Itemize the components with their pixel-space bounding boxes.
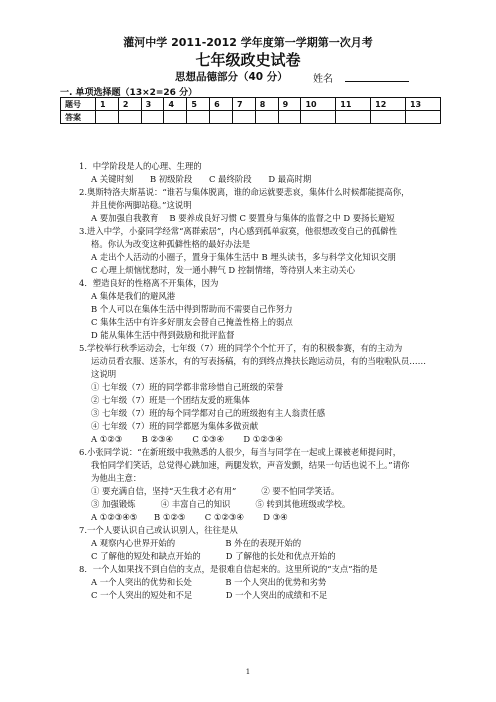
question-number-cell: 11	[336, 98, 371, 111]
question-number-cell: 4	[164, 98, 187, 111]
question-stem-continued: 我怕同学们笑话，总觉得心跳加速，两腿发软，声音发颤，结果一句话也说不上。”请你	[91, 460, 410, 470]
answer-cell[interactable]	[232, 111, 255, 124]
question-number-cell: 3	[141, 98, 164, 111]
page-number: 1	[245, 668, 251, 676]
answer-cell[interactable]	[187, 111, 210, 124]
row-label-answer: 答案	[61, 111, 96, 124]
statement-item: ② 七年级（7）班是一个团结友爱的班集体	[91, 395, 250, 405]
question-number-cell: 1	[96, 98, 119, 111]
option-line: C 了解他的短处和缺点开始的 D 了解他的长处和优点开始的	[91, 551, 336, 561]
question-number-cell: 9	[278, 98, 301, 111]
option-line: A ①②③④⑤ B ①②⑤ C ①②③④ D ③④	[91, 512, 288, 522]
answer-cell[interactable]	[141, 111, 164, 124]
answer-cell[interactable]	[405, 111, 440, 124]
statement-item: ① 七年级（7）班的同学都非常珍惜自己班级的荣誉	[91, 382, 284, 392]
question-stem-continued: 为他出主意：	[91, 473, 142, 483]
option-line: A 关键时刻 B 初级阶段 C 最终阶段 D 最高时期	[91, 174, 312, 184]
option-line: A 要加强自我教育 B 要养成良好习惯 C 要置身与集体的监督之中 D 要扬长避短	[91, 213, 395, 223]
section-title: 一. 单项选择题（13×2=26 分）	[60, 88, 198, 98]
answer-cell[interactable]	[118, 111, 141, 124]
answer-cell[interactable]	[255, 111, 278, 124]
row-label-number: 题号	[61, 98, 96, 111]
option-line: C 心理上烦恼忧愁时，发一通小脾气 D 控制情绪，等待别人来主动关心	[91, 265, 355, 275]
subject-subtitle: 思想品德部分（40 分）	[175, 71, 288, 83]
option-line: A ①②③ B ②③④ C ①③④ D ①②③④	[91, 434, 283, 444]
question-stem-continued: 运动员看衣服、送茶水，有的写表扬稿，有的到终点搀扶长跑运动员，有的当啦啦队员……	[91, 356, 426, 366]
answer-cell[interactable]	[301, 111, 336, 124]
statement-item: ④ 七年级（7）班的同学都愿为集体多做贡献	[91, 421, 259, 431]
question-number-cell: 12	[371, 98, 406, 111]
question-stem: 8．一个人如果找不到自信的支点，是很难自信起来的。这里所说的“支点”指的是	[79, 564, 378, 574]
question-stem-continued: 并且使你两脚站稳。”这说明	[91, 200, 192, 210]
answer-cell[interactable]	[371, 111, 406, 124]
question-number-cell: 13	[405, 98, 440, 111]
option-line: D 能从集体生活中得到鼓励和批评监督	[91, 330, 235, 340]
question-stem: 4．塑造良好的性格离不开集体，因为	[79, 278, 219, 288]
question-stem: 5.学校举行秋季运动会，七年级（7）班的同学个个忙开了，有的积极参赛，有的主动为	[79, 343, 403, 353]
question-number-cell: 10	[301, 98, 336, 111]
option-line: B 个人可以在集体生活中得到帮助而不需要自己作努力	[91, 304, 293, 314]
answer-table-number-row	[61, 98, 441, 111]
name-label: 姓名	[313, 74, 333, 85]
question-stem: 7.一个人要认识自己或认识别人，往往是从	[79, 525, 238, 535]
statement-item: ③ 加强锻炼 ④ 丰富自己的知识 ⑤ 转到其他班级或学校。	[91, 499, 351, 509]
question-stem-continued: 这说明	[91, 369, 117, 379]
question-stem: 2.奥斯特洛夫斯基说：“谁若与集体脱离，谁的命运就要悲哀，集体什么时候都能提高你，	[79, 187, 410, 197]
question-stem-continued: 格。你认为改变这种孤僻性格的最好办法是	[91, 239, 251, 249]
option-line: A 集体是我们的避风港	[91, 291, 176, 301]
answer-table	[60, 97, 441, 124]
option-line: A 一个人突出的优势和长处 B 一个人突出的优势和劣势	[91, 577, 327, 587]
statement-item: ③ 七年级（7）班的每个同学都对自己的班级抱有主人翁责任感	[91, 408, 326, 418]
exam-title: 七年级政史试卷	[195, 51, 301, 69]
statement-item: ① 要充满自信，坚持“天生我才必有用” ② 要不怕同学笑话。	[91, 486, 340, 496]
name-blank-line	[345, 81, 409, 82]
answer-table-answer-row	[61, 111, 441, 124]
answer-cell[interactable]	[336, 111, 371, 124]
option-line: A 走出个人活动的小圈子，置身于集体生活中 B 埋头读书，多与科学文化知识交朋	[91, 252, 396, 262]
answer-cell[interactable]	[278, 111, 301, 124]
answer-cell[interactable]	[96, 111, 119, 124]
question-number-cell: 2	[118, 98, 141, 111]
question-stem: 1．中学阶段是人的心理、生理的	[79, 161, 202, 171]
question-number-cell: 8	[255, 98, 278, 111]
question-number-cell: 5	[187, 98, 210, 111]
question-number-cell: 6	[210, 98, 233, 111]
answer-cell[interactable]	[210, 111, 233, 124]
question-stem: 3.进入中学，小豪同学经常“离群索居”，内心感到孤单寂寞，他很想改变自己的孤僻性	[79, 226, 398, 236]
school-title: 灌河中学 2011-2012 学年度第一学期第一次月考	[123, 36, 373, 49]
option-line: A 观察内心世界开始的 B 外在的表现开始的	[91, 538, 302, 548]
option-line: C 集体生活中有许多好朋友会替自己掩盖性格上的弱点	[91, 317, 293, 327]
question-number-cell: 7	[232, 98, 255, 111]
answer-cell[interactable]	[164, 111, 187, 124]
option-line: C 一个人突出的短处和不足 D 一个人突出的成绩和不足	[91, 590, 328, 600]
question-stem: 6.小张同学说：“在新班级中我熟悉的人很少，每当与同学在一起或上课被老师提问时，	[79, 447, 402, 457]
